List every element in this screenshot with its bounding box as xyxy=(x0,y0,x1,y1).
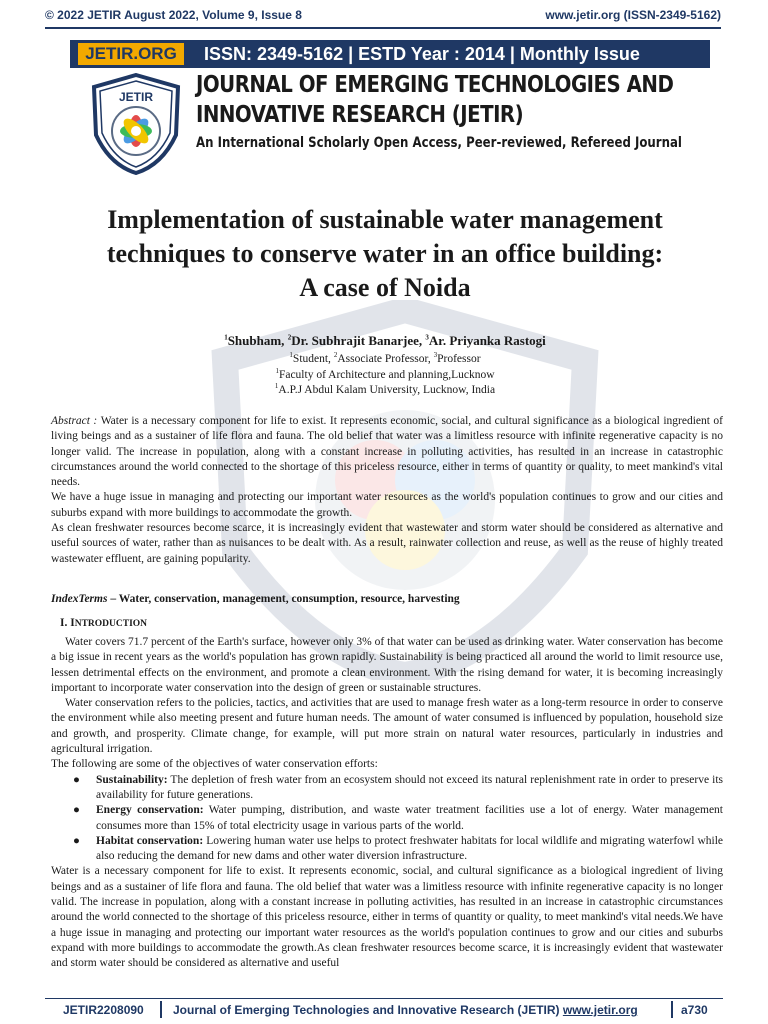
title-line1: Implementation of sustainable water management xyxy=(107,205,663,234)
journal-url-issn: www.jetir.org (ISSN-2349-5162) xyxy=(545,8,721,22)
abstract-paragraph: We have a huge issue in managing and protecting our important water resources as the world's population continues to grow and our cities and suburbs expand with more buildings to accommodate the growth. xyxy=(51,491,723,519)
journal-name-line2: INNOVATIVE RESEARCH (JETIR) xyxy=(196,102,524,128)
journal-name-line1: JOURNAL OF EMERGING TECHNOLOGIES AND xyxy=(196,72,674,98)
author-list xyxy=(40,333,730,349)
abstract-paragraph: As clean freshwater resources become scarce, it is increasingly evident that wastewater and storm water should be considered as alternative and useful sources of water, rather than as nuisances to be dealt with. As a result, rainwater collection and reuse, as well as the reuse of highly treated wastewater effluent, are gaining popularity. xyxy=(51,522,723,565)
running-header xyxy=(0,0,768,32)
footer-journal-name xyxy=(173,1003,638,1017)
body-paragraph: Water is a necessary component for life to exist. It represents economic, social, and cultural significance as a biological ingredient of living beings and as a sustainer of life flora and fauna. The old belief that water was a limitless resource with infinite regenerative capacity is no longer valid. The increase in population, along with a constant increase in polluting activities, has resulted in an increase in catastrophic circumstances around the world connected to the shortage of this priceless resource, either in terms of quantity or quality, to meet mankind's vital needs.We have a huge issue in managing and protecting our important water resources as the world's population continues to grow and our cities and suburbs expand with more buildings to accommodate the growth.As clean freshwater resources become scarce, it is increasingly evident that wastewater and storm water should be considered as alternative and useful xyxy=(51,865,723,970)
bullet-icon: ● xyxy=(73,834,80,847)
list-item xyxy=(51,834,723,865)
abstract-label: Abstract : xyxy=(51,415,101,427)
abstract-text: Water is a necessary component for life to exist. It represents economic, social, and cultural significance as a biological ingredient of living beings and as a sustainer of life flora and fauna. The old belief that water was a limitless resource with infinite regenerative capacity is no longer valid. The increase in population, along with a constant increase in polluting activities, has resulted in an increase in catastrophic circumstances around the world connected to the shortage of this priceless resource, either in terms of quantity or quality, to meet mankind's vital needs. xyxy=(51,415,723,489)
body-paragraph: Water conservation refers to the policies, tactics, and activities that are used to manage fresh water as a long-term resource in order to conserve the environment while also meeting present and future human needs. The amount of water consumed is influenced by population, household size and growth, and prosperity. Climate change, for example, will put more strain on natural water resources, particularly in industries and agricultural irrigation. xyxy=(51,697,723,756)
author-sup: 3 xyxy=(425,333,429,342)
abstract xyxy=(51,414,723,567)
affil-text: Professor xyxy=(437,353,481,365)
bullet-icon: ● xyxy=(73,804,80,817)
affil-sup: 2 xyxy=(333,351,338,360)
bullet-term: Sustainability: xyxy=(96,773,168,786)
footer-separator xyxy=(671,1001,673,1018)
header-rule xyxy=(45,27,721,29)
journal-tagline: An International Scholarly Open Access, Peer-reviewed, Refereed Journal xyxy=(196,135,682,151)
page-footer xyxy=(45,998,723,1020)
affiliation-faculty xyxy=(40,368,730,384)
affil-text: Associate Professor, xyxy=(337,353,434,365)
objectives-list xyxy=(51,773,723,865)
section-heading xyxy=(60,617,147,629)
abstract-paragraph xyxy=(51,414,723,490)
bullet-text: Water pumping, distribution, and waste water treatment facilities use a lot of energy. Water management consumes more than 15% of total electricity usage in various parts of the world. xyxy=(96,804,723,832)
section-body xyxy=(51,635,723,972)
title-line3: A case of Noida xyxy=(299,273,471,302)
list-item xyxy=(51,803,723,834)
footer-url-link[interactable]: www.jetir.org xyxy=(562,1003,638,1017)
bullet-term: Energy conservation: xyxy=(96,804,204,817)
footer-separator xyxy=(160,1001,162,1018)
jetir-logo-icon xyxy=(90,73,182,175)
body-paragraph: The following are some of the objectives of water conservation efforts: xyxy=(51,758,378,771)
page-number: a730 xyxy=(681,1003,708,1017)
affil-sup: 3 xyxy=(433,351,438,360)
logo-text: JETIR xyxy=(118,90,154,104)
bullet-icon: ● xyxy=(73,773,80,786)
paper-id: JETIR2208090 xyxy=(63,1003,144,1017)
journal-name xyxy=(196,70,674,130)
bullet-text: Lowering human water use helps to protect freshwater habitats for local wildlife and migrating waterfowl while also reducing the demand for new dams and other water diversion infrastructure. xyxy=(96,834,723,863)
affil-text: Faculty of Architecture and planning,Lucknow xyxy=(278,368,495,381)
footer-journal-text: Journal of Emerging Technologies and Innovative Research (JETIR) xyxy=(173,1003,563,1017)
title-line2: techniques to conserve water in an office building: xyxy=(106,239,664,268)
journal-banner xyxy=(70,40,710,175)
affiliation-university xyxy=(40,383,730,399)
affil-sup: 1 xyxy=(274,382,279,391)
affiliations xyxy=(40,352,730,399)
affil-text: A.P.J Abdul Kalam University, Lucknow, India xyxy=(278,384,496,396)
issn-line: ISSN: 2349-5162 | ESTD Year : 2014 | Monthly Issue xyxy=(204,44,640,64)
index-terms-label: IndexTerms xyxy=(51,593,108,605)
affil-sup: 1 xyxy=(289,351,293,360)
bullet-text: The depletion of fresh water from an ecosystem should not exceed its natural replenishment rate in order to preserve its availability for future generations. xyxy=(96,773,723,801)
affil-sup: 1 xyxy=(275,366,279,375)
affiliation-roles xyxy=(40,352,730,368)
author-sup: 1 xyxy=(224,333,228,342)
list-item xyxy=(51,773,723,804)
author-sup: 2 xyxy=(287,333,292,342)
body-paragraph: Water covers 71.7 percent of the Earth's surface, however only 3% of that water can be used as drinking water. Water conservation has become a big issue in recent years as the world's population has grown rapidly. Sustainability is being practiced all around the world to limit resource use, lessen detrimental effects on the environment, and promote a clean environment. With the rising demand for water, it is becoming increasingly important to incorporate water conservation into the design of green or sustainable structures. xyxy=(51,636,723,694)
index-terms-dash: – xyxy=(107,593,119,605)
bullet-term: Habitat conservation: xyxy=(96,834,204,847)
jetir-org-badge: JETIR.ORG xyxy=(78,43,184,65)
paper-title xyxy=(40,203,730,305)
section-heading-text: NTRODUCTION xyxy=(74,619,148,629)
index-terms xyxy=(51,593,723,605)
author-name: Dr. Subhrajit Banarjee, xyxy=(291,333,426,348)
section-number: I. I xyxy=(60,617,75,629)
affil-text: Student, xyxy=(292,353,334,365)
index-terms-list: Water, conservation, management, consumption, resource, harvesting xyxy=(118,593,460,605)
author-name: Shubham, xyxy=(227,333,288,348)
issue-info: © 2022 JETIR August 2022, Volume 9, Issue 8 xyxy=(45,8,302,22)
author-name: Ar. Priyanka Rastogi xyxy=(428,333,546,348)
